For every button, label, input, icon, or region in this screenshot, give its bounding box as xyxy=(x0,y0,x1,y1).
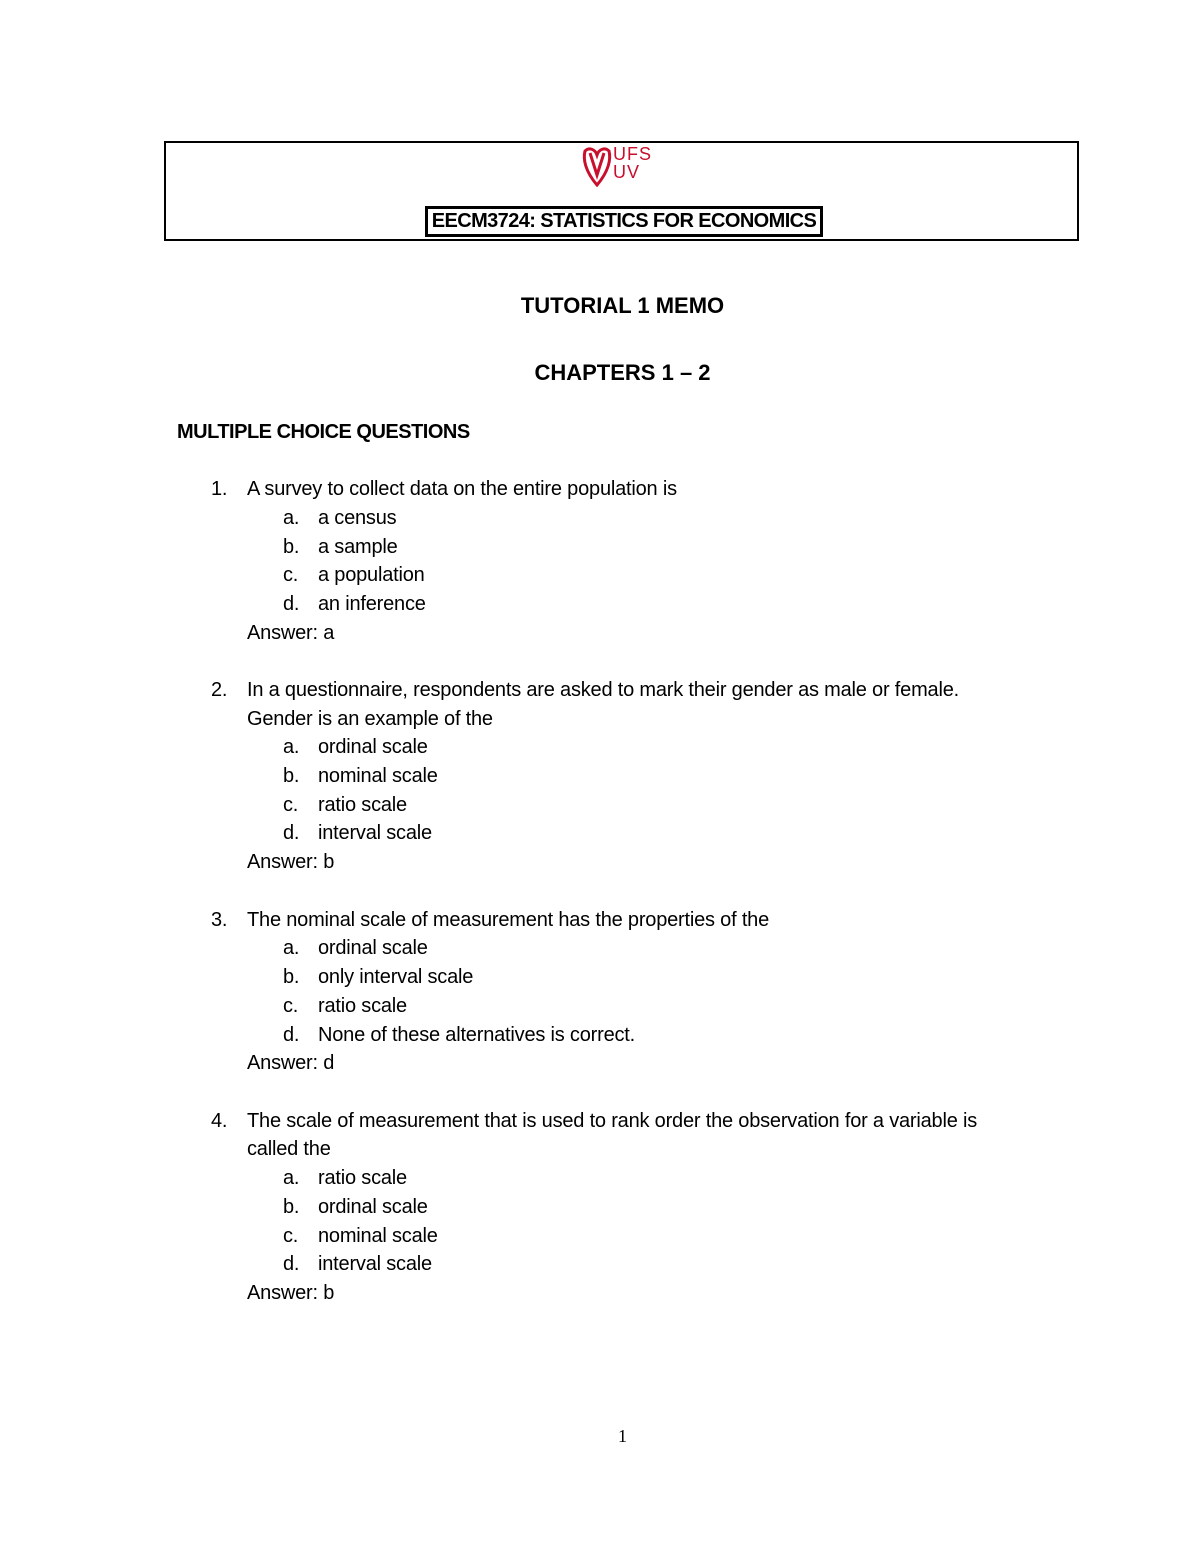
option-letter: d. xyxy=(283,822,300,844)
option-letter: b. xyxy=(283,536,300,558)
answer: Answer: b xyxy=(247,851,335,873)
option-letter: c. xyxy=(283,1225,299,1247)
question-text: The nominal scale of measurement has the properties of the xyxy=(247,909,770,931)
option-letter: d. xyxy=(283,1024,300,1046)
course-title: EECM3724: STATISTICS FOR ECONOMICS xyxy=(425,206,823,237)
option-letter: c. xyxy=(283,995,299,1017)
option-text: an inference xyxy=(318,593,426,615)
logo-text-line1: UFS xyxy=(613,144,652,164)
option-letter: a. xyxy=(283,507,300,529)
question-text: The scale of measurement that is used to rank order the observation for a variable is xyxy=(247,1110,978,1132)
section-title: MULTIPLE CHOICE QUESTIONS xyxy=(177,421,470,443)
answer: Answer: a xyxy=(247,622,335,644)
question-text: called the xyxy=(247,1138,331,1160)
option-letter: c. xyxy=(283,564,299,586)
option-text: interval scale xyxy=(318,1253,432,1275)
option-text: a census xyxy=(318,507,397,529)
question-text: A survey to collect data on the entire population is xyxy=(247,478,677,500)
page-number: 1 xyxy=(618,1426,627,1446)
option-letter: a. xyxy=(283,1167,300,1189)
option-text: nominal scale xyxy=(318,1225,438,1247)
option-text: None of these alternatives is correct. xyxy=(318,1024,635,1046)
logo-text xyxy=(613,145,652,181)
ufs-heart-icon xyxy=(581,145,613,189)
option-letter: d. xyxy=(283,1253,300,1275)
option-text: ratio scale xyxy=(318,1167,407,1189)
option-letter: a. xyxy=(283,937,300,959)
option-text: a sample xyxy=(318,536,398,558)
option-text: ordinal scale xyxy=(318,937,428,959)
option-letter: a. xyxy=(283,736,300,758)
option-text: ordinal scale xyxy=(318,736,428,758)
question-text: Gender is an example of the xyxy=(247,708,493,730)
option-letter: c. xyxy=(283,794,299,816)
option-letter: b. xyxy=(283,765,300,787)
question-number: 4. xyxy=(211,1110,228,1132)
option-text: ordinal scale xyxy=(318,1196,428,1218)
ufs-logo xyxy=(581,145,671,189)
question-number: 3. xyxy=(211,909,228,931)
option-text: ratio scale xyxy=(318,995,407,1017)
option-letter: b. xyxy=(283,966,300,988)
question-text: In a questionnaire, respondents are asked to mark their gender as male or female. xyxy=(247,679,959,701)
page-title: TUTORIAL 1 MEMO xyxy=(520,293,725,318)
header-box xyxy=(164,141,1079,241)
option-letter: b. xyxy=(283,1196,300,1218)
answer: Answer: b xyxy=(247,1282,335,1304)
option-text: ratio scale xyxy=(318,794,407,816)
question-number: 2. xyxy=(211,679,228,701)
question-number: 1. xyxy=(211,478,228,500)
page-subtitle: CHAPTERS 1 – 2 xyxy=(534,360,711,385)
answer: Answer: d xyxy=(247,1052,335,1074)
option-letter: d. xyxy=(283,593,300,615)
option-text: interval scale xyxy=(318,822,432,844)
logo-text-line2: UV xyxy=(613,162,641,182)
option-text: nominal scale xyxy=(318,765,438,787)
option-text: a population xyxy=(318,564,425,586)
option-text: only interval scale xyxy=(318,966,474,988)
